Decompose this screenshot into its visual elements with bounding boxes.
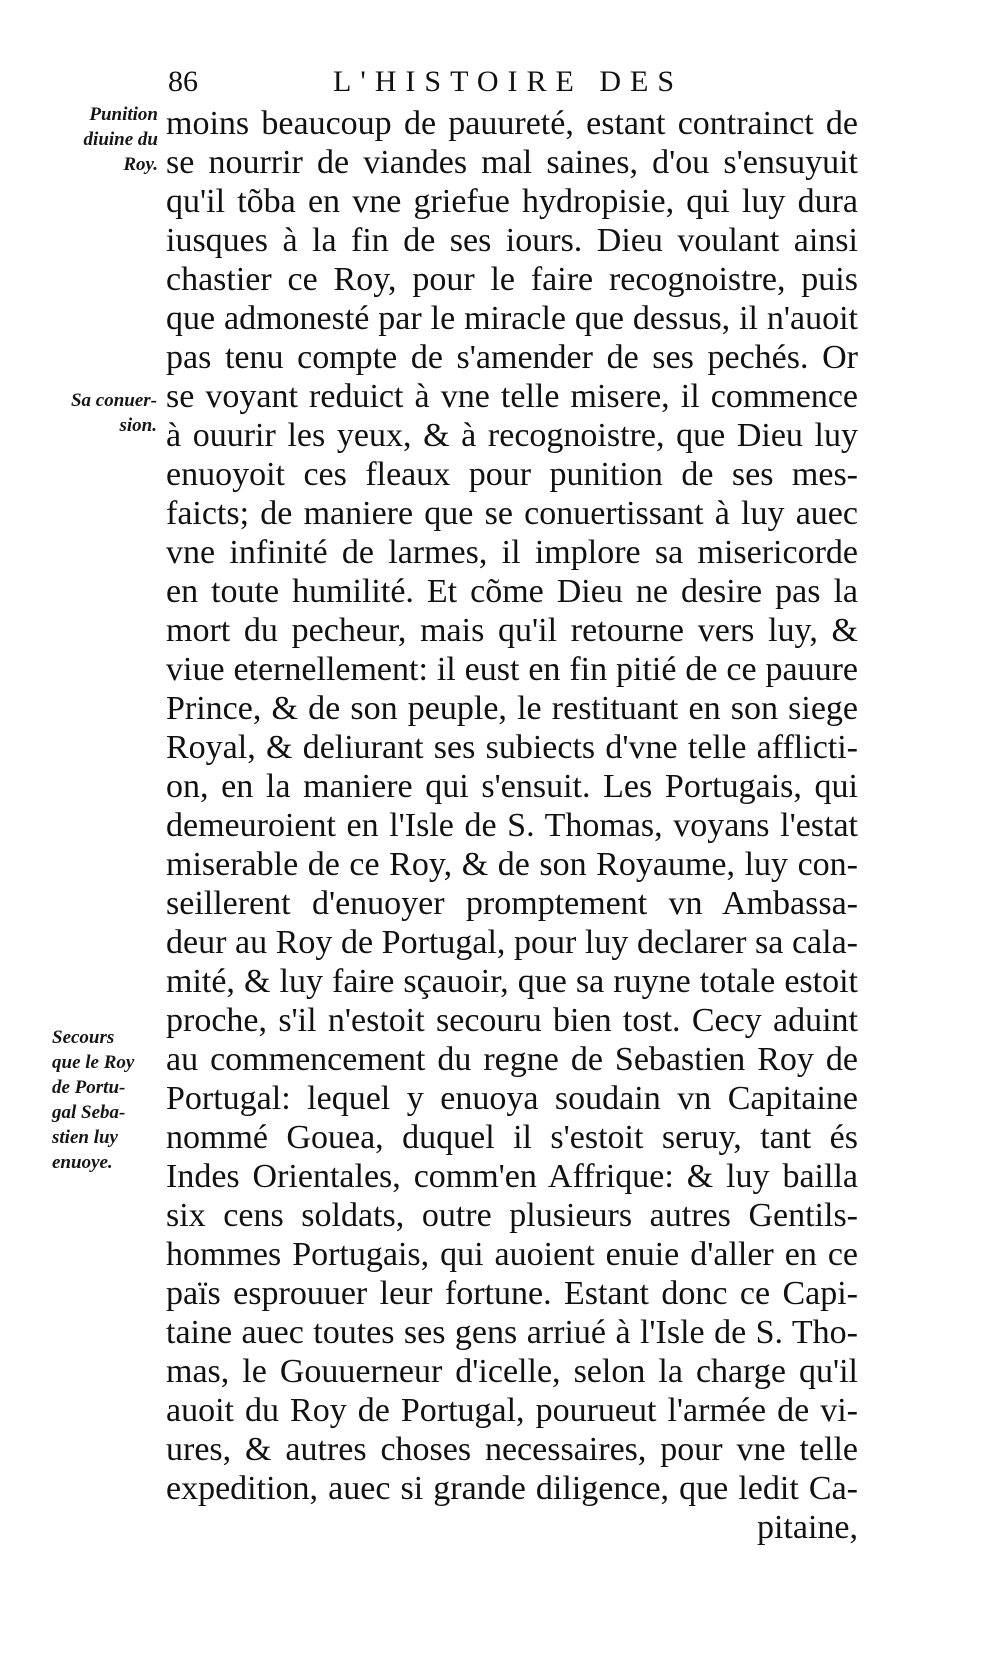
margin-note-line: Roy.	[123, 154, 158, 175]
page-number: 86	[168, 65, 198, 98]
margin-note-line: stien luy	[52, 1127, 118, 1148]
margin-note-line: diuine du	[83, 129, 158, 150]
margin-note-line: Sa conuer-	[70, 390, 157, 411]
text-line: en toute humilité. Et cõme Dieu ne desire pas la	[166, 573, 858, 610]
catchword: pitaine,	[756, 1509, 858, 1546]
margin-note-help	[52, 1025, 162, 1175]
text-line: qu'il tõba en vne griefue hydropisie, qui luy dura	[166, 183, 858, 220]
text-line: Portugal: lequel y enuoya soudain vn Capitaine	[166, 1080, 858, 1117]
margin-note-line: Secours	[52, 1027, 115, 1048]
text-line: Royal, & deliurant ses subiects d'vne telle afflicti-	[166, 729, 858, 766]
margin-note-punishment	[58, 102, 158, 177]
text-line: seillerent d'enuoyer promptement vn Ambassa-	[166, 885, 858, 922]
margin-note-line: enuoye.	[52, 1152, 113, 1173]
text-line: enuoyoit ces fleaux pour punition de ses mes-	[166, 456, 858, 493]
running-head	[168, 62, 848, 102]
text-line: nommé Gouea, duquel il s'estoit seruy, tant és	[166, 1119, 858, 1156]
margin-note-line: gal Seba-	[52, 1102, 126, 1123]
text-line: se nourrir de viandes mal saines, d'ou s'ensuyuit	[166, 144, 858, 181]
text-line: hommes Portugais, qui auoient enuie d'aller en ce	[166, 1236, 858, 1273]
text-line: moins beaucoup de pauureté, estant contrainct de	[166, 105, 858, 142]
running-title: L'HISTOIRE DES	[333, 65, 684, 98]
margin-note-line: que le Roy	[52, 1052, 135, 1073]
text-line: à ouurir les yeux, & à recognoistre, que Dieu luy	[166, 417, 858, 454]
text-line: iusques à la fin de ses iours. Dieu voulant ainsi	[166, 222, 858, 259]
text-line: on, en la maniere qui s'ensuit. Les Portugais, qui	[166, 768, 858, 805]
margin-note-conversion	[47, 388, 157, 438]
text-line: six cens soldats, outre plusieurs autres Gentils-	[166, 1197, 858, 1234]
margin-note-line: sion.	[119, 415, 157, 436]
text-line: au commencement du regne de Sebastien Roy de	[166, 1041, 858, 1078]
text-line: Prince, & de son peuple, le restituant en son siege	[166, 690, 858, 727]
main-text	[166, 104, 858, 1547]
text-line: proche, s'il n'estoit secouru bien tost. Cecy aduint	[166, 1002, 858, 1039]
text-line: que admonesté par le miracle que dessus, il n'auoit	[166, 300, 858, 337]
text-line: ures, & autres choses necessaires, pour vne telle	[166, 1431, 858, 1468]
text-line: expedition, auec si grande diligence, que ledit Ca-	[166, 1470, 858, 1507]
margin-notes	[0, 0, 170, 1670]
text-line: mort du pecheur, mais qu'il retourne vers luy, &	[166, 612, 858, 649]
text-line: viue eternellement: il eust en fin pitié de ce pauure	[166, 651, 858, 688]
margin-note-line: Punition	[89, 104, 158, 125]
text-line: pas tenu compte de s'amender de ses pechés. Or	[166, 339, 858, 376]
text-line: taine auec toutes ses gens arriué à l'Isle de S. Tho-	[166, 1314, 858, 1351]
text-line: vne infinité de larmes, il implore sa misericorde	[166, 534, 858, 571]
text-line: chastier ce Roy, pour le faire recognoistre, puis	[166, 261, 858, 298]
text-line: miserable de ce Roy, & de son Royaume, luy con-	[166, 846, 858, 883]
text-line: faicts; de maniere que se conuertissant à luy auec	[166, 495, 858, 532]
text-line: se voyant reduict à vne telle misere, il commence	[166, 378, 858, 415]
margin-note-line: de Portu-	[52, 1077, 126, 1098]
text-line: mas, le Gouuerneur d'icelle, selon la charge qu'il	[166, 1353, 858, 1390]
text-line: Indes Orientales, comm'en Affrique: & luy bailla	[166, 1158, 858, 1195]
text-line: deur au Roy de Portugal, pour luy declarer sa cala-	[166, 924, 858, 961]
text-line: mité, & luy faire sçauoir, que sa ruyne totale estoit	[166, 963, 858, 1000]
text-line: païs esprouuer leur fortune. Estant donc ce Capi-	[166, 1275, 858, 1312]
text-line: auoit du Roy de Portugal, pourueut l'armée de vi-	[166, 1392, 858, 1429]
text-line: demeuroient en l'Isle de S. Thomas, voyans l'estat	[166, 807, 858, 844]
